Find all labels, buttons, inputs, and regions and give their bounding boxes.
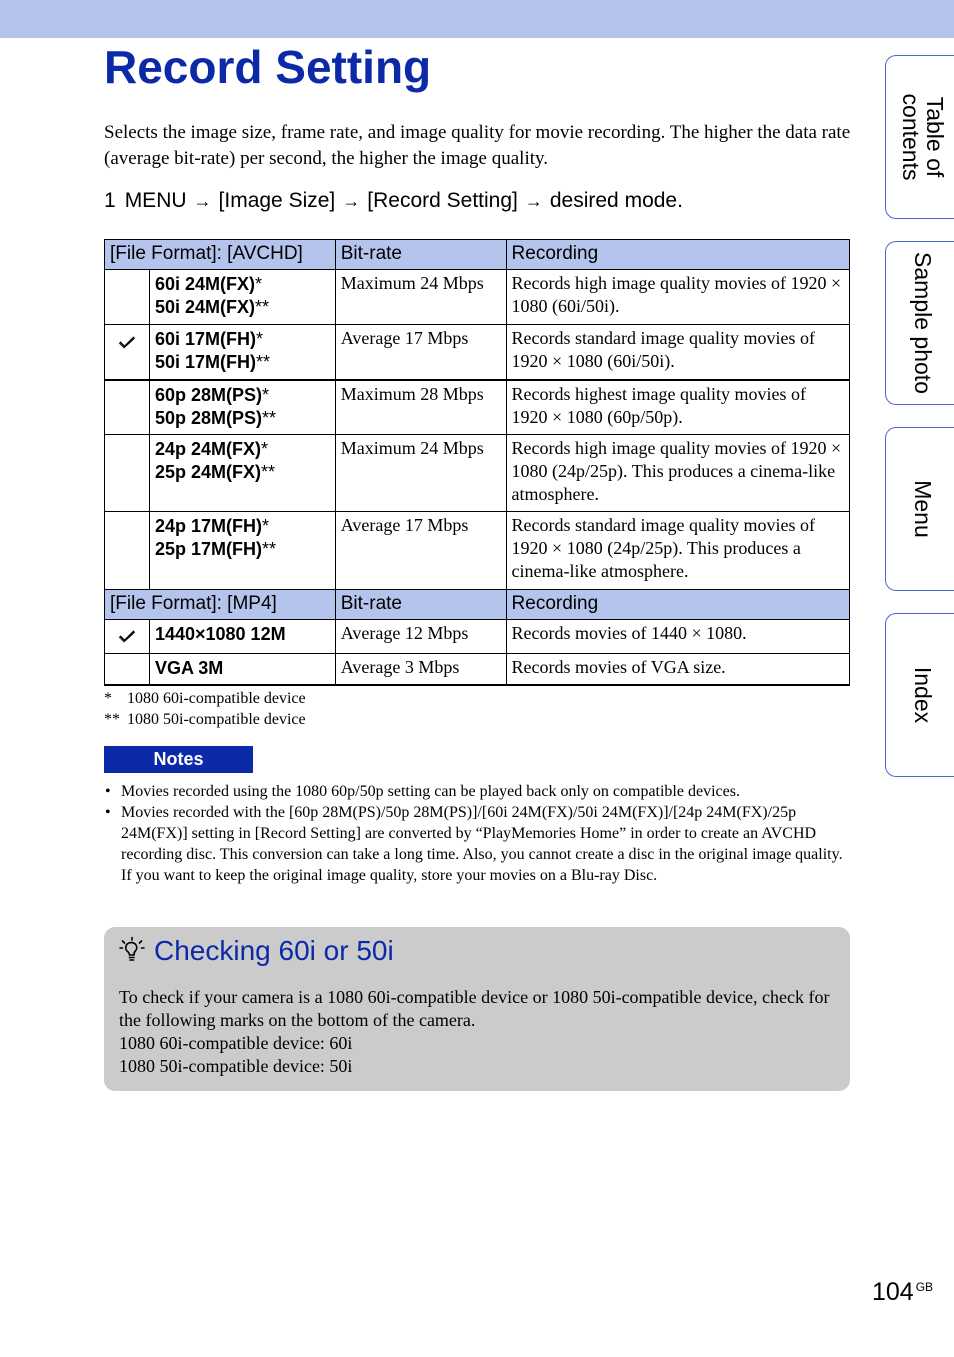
arrow-right-icon: → (524, 191, 543, 211)
table-row (105, 620, 850, 654)
header-file-format-avchd: [File Format]: [AVCHD] (105, 240, 336, 270)
table-row (105, 325, 850, 380)
tip-body (119, 986, 835, 1078)
table-row (105, 435, 850, 512)
checkmark-icon (118, 335, 136, 349)
recording-cell: Records movies of 1440 × 1080. (506, 620, 849, 654)
recording-cell: Records standard image quality movies of 1920 × 1080 (24p/25p). This produces a cinema-like atmosphere. (506, 512, 849, 590)
mode-cell: 60p 28M(PS)* 50p 28M(PS)** (149, 380, 335, 435)
tab-sample-photo[interactable] (885, 241, 954, 405)
tab-index[interactable] (885, 613, 954, 777)
bitrate-cell: Maximum 24 Mbps (335, 435, 506, 512)
step-part-desired-mode: desired mode. (549, 189, 683, 212)
arrow-right-icon: → (193, 191, 212, 211)
list-item: • Movies recorded using the 1080 60p/50p setting can be played back only on compatible devices. (104, 781, 850, 802)
step-part-menu: MENU (124, 189, 187, 212)
check-cell (105, 325, 150, 380)
recording-cell: Records high image quality movies of 1920 × 1080 (60i/50i). (506, 270, 849, 325)
header-bitrate: Bit-rate (335, 590, 506, 620)
notes-list (104, 781, 850, 886)
tab-label: Menu (910, 480, 936, 538)
recording-cell: Records high image quality movies of 1920 × 1080 (24p/25p). This produces a cinema-like atmosphere. (506, 435, 849, 512)
step-part-image-size: [Image Size] (218, 189, 336, 212)
tab-menu[interactable] (885, 427, 954, 591)
tab-label: Index (910, 666, 936, 724)
check-cell (105, 435, 150, 512)
top-color-band (0, 0, 954, 38)
recording-cell: Records movies of VGA size. (506, 654, 849, 686)
header-file-format-mp4: [File Format]: [MP4] (105, 590, 336, 620)
check-cell (105, 620, 150, 654)
list-item: • Movies recorded with the [60p 28M(PS)/50p 28M(PS)]/[60i 24M(FX)/50i 24M(FX)]/[24p 24M(FX)/25p 24M(FX)] setting in [Record Setting] are converted by “PlayMemories Home” in order to create an AVCHD recording disc. This conversion can take a long time. Also, you cannot create a disc in the original image quality. If you want to keep the original image quality, store your movies on a Blu-ray Disc. (104, 802, 850, 886)
checkmark-icon (118, 629, 136, 643)
tip-line: 1080 60i-compatible device: 60i (119, 1033, 353, 1053)
recording-cell: Records standard image quality movies of 1920 × 1080 (60i/50i). (506, 325, 849, 380)
tab-table-of-contents[interactable] (885, 55, 954, 219)
tip-line: 1080 50i-compatible device: 50i (119, 1056, 353, 1076)
page-number: 104 $^{GB}$ (872, 1278, 934, 1306)
footnote: * 1080 60i-compatible device (104, 690, 306, 707)
mode-cell: 24p 24M(FX)* 25p 24M(FX)** (149, 435, 335, 512)
lightbulb-icon (118, 936, 146, 966)
check-cell (105, 654, 150, 686)
tip-box (104, 927, 850, 1091)
mode-cell: 24p 17M(FH)* 25p 17M(FH)** (149, 512, 335, 590)
record-setting-table (104, 239, 850, 686)
mode-cell: VGA 3M (149, 654, 335, 686)
footnotes (104, 688, 306, 730)
mode-cell: 60i 17M(FH)* 50i 17M(FH)** (149, 325, 335, 380)
header-recording: Recording (506, 240, 849, 270)
bitrate-cell: Average 17 Mbps (335, 512, 506, 590)
mode-cell: 60i 24M(FX)* 50i 24M(FX)** (149, 270, 335, 325)
page-title: Record Setting (104, 41, 432, 93)
table-header-mp4 (105, 590, 850, 620)
check-cell (105, 512, 150, 590)
check-cell (105, 270, 150, 325)
check-cell (105, 380, 150, 435)
table-row (105, 512, 850, 590)
bitrate-cell: Maximum 28 Mbps (335, 380, 506, 435)
bitrate-cell: Average 17 Mbps (335, 325, 506, 380)
table-header-avchd (105, 240, 850, 270)
tip-title: Checking 60i or 50i (154, 935, 394, 966)
intro-paragraph: Selects the image size, frame rate, and image quality for movie recording. The higher the data rate (average bit-rate) per second, the higher the image quality. (104, 122, 851, 169)
menu-step-instruction (104, 189, 683, 213)
table-row (105, 270, 850, 325)
tab-label: Table of contents (898, 93, 948, 181)
table-row (105, 654, 850, 686)
footnote: ** 1080 50i-compatible device (104, 711, 306, 728)
bitrate-cell: Average 3 Mbps (335, 654, 506, 686)
header-recording: Recording (506, 590, 849, 620)
tip-line: To check if your camera is a 1080 60i-compatible device or 1080 50i-compatible device, check for the following marks on the bottom of the camera. (119, 987, 830, 1030)
step-number: 1 (104, 189, 116, 212)
table-row (105, 380, 850, 435)
bitrate-cell: Average 12 Mbps (335, 620, 506, 654)
bitrate-cell: Maximum 24 Mbps (335, 270, 506, 325)
recording-cell: Records highest image quality movies of 1920 × 1080 (60p/50p). (506, 380, 849, 435)
tip-heading (118, 935, 394, 967)
mode-cell: 1440×1080 12M (149, 620, 335, 654)
notes-badge: Notes (104, 746, 253, 773)
step-part-record-setting: [Record Setting] (367, 189, 518, 212)
tab-label: Sample photo (910, 252, 936, 394)
header-bitrate: Bit-rate (335, 240, 506, 270)
arrow-right-icon: → (342, 191, 361, 211)
